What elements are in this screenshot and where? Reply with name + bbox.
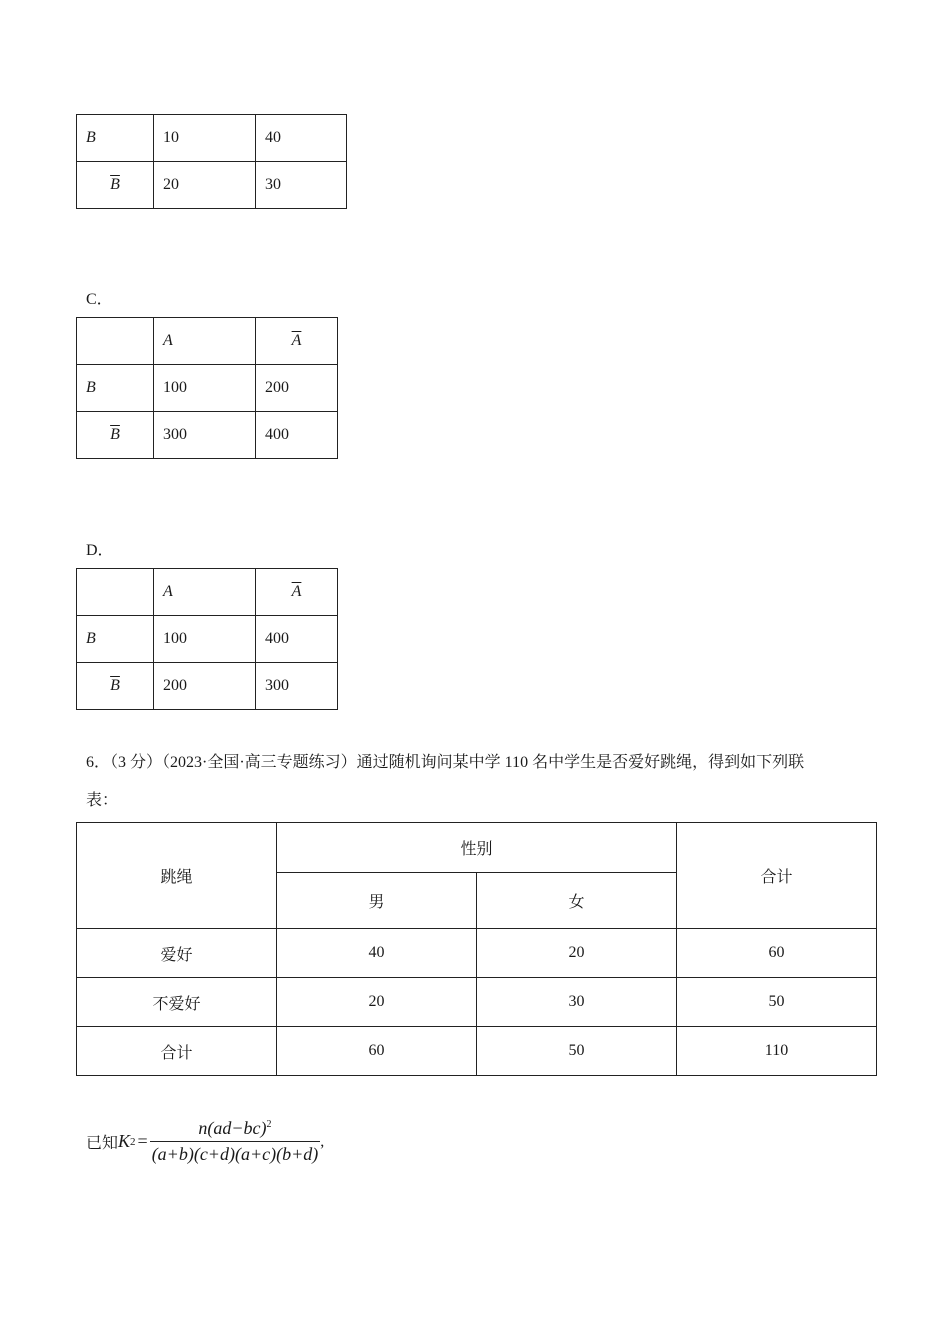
option-c-table (76, 317, 338, 459)
table-row (77, 412, 338, 459)
cell: 50 (477, 1027, 677, 1076)
formula-fraction (150, 1118, 321, 1165)
cell: 60 (677, 929, 877, 978)
row-head: B (77, 365, 154, 412)
table-row (77, 978, 877, 1027)
option-d-table (76, 568, 338, 710)
cell: 20 (154, 162, 256, 209)
col-head: A (154, 569, 256, 616)
cell: 10 (154, 115, 256, 162)
cell: 100 (154, 616, 256, 663)
formula-prefix: 已知 (86, 1135, 119, 1152)
formula-lhs: K (118, 1131, 131, 1151)
total-header: 合计 (677, 823, 877, 929)
formula-suffix: , (320, 1132, 325, 1150)
cell: 300 (256, 663, 338, 710)
question-6-line-1: 6．（3 分）（2023·全国·高三专题练习）通过随机询问某中学 110 名中学生是否爱好跳绳，得到如下列联 (86, 754, 805, 771)
table-row (77, 318, 338, 365)
formula-denominator: (a+b)(c+d)(a+c)(b+d) (151, 1144, 319, 1164)
table-row (77, 663, 338, 710)
cell: 200 (256, 365, 338, 412)
formula-lhs-exp: 2 (130, 1135, 136, 1148)
row-head: B (77, 115, 154, 162)
table-row (77, 115, 347, 162)
table-row (77, 162, 347, 209)
cell: 30 (256, 162, 347, 209)
row-label: 合计 (77, 1027, 277, 1076)
contingency-table (76, 822, 877, 1076)
cell: 20 (477, 929, 677, 978)
cell: 40 (256, 115, 347, 162)
female-header: 女 (477, 873, 677, 929)
corner-cell (77, 318, 154, 365)
cell: 30 (477, 978, 677, 1027)
cell: 400 (256, 616, 338, 663)
row-head-bar: $\overline{B}$ (110, 677, 120, 694)
cell: 60 (277, 1027, 477, 1076)
table-row (77, 823, 877, 873)
gender-header: 性别 (277, 823, 677, 873)
row-head: B (77, 616, 154, 663)
row-label: 不爱好 (77, 978, 277, 1027)
option-b-table (76, 114, 347, 209)
cell: 400 (256, 412, 338, 459)
col-head-bar: $\overline{A}$ (291, 332, 302, 349)
col-head-bar: $\overline{A}$ (291, 583, 302, 600)
cell: 20 (277, 978, 477, 1027)
row-head-bar: $\overline{B}$ (110, 176, 120, 193)
cell: 300 (154, 412, 256, 459)
table-row (77, 929, 877, 978)
formula-num-exp: 2 (266, 1119, 272, 1130)
table-row (77, 1027, 877, 1076)
cell: 40 (277, 929, 477, 978)
table-row (77, 616, 338, 663)
col-head: A (154, 318, 256, 365)
table-row (77, 365, 338, 412)
k-squared-formula (86, 1118, 324, 1165)
cell: 50 (677, 978, 877, 1027)
question-6-line-2: 表： (86, 792, 119, 809)
option-c-label: C． (86, 291, 113, 308)
formula-eq: = (137, 1131, 148, 1151)
cell: 200 (154, 663, 256, 710)
table-row (77, 569, 338, 616)
male-header: 男 (277, 873, 477, 929)
option-d-label: D． (86, 542, 114, 559)
corner-cell (77, 569, 154, 616)
cell: 110 (677, 1027, 877, 1076)
formula-numerator: n(ad−bc) (198, 1118, 267, 1138)
corner-header: 跳绳 (77, 823, 277, 929)
cell: 100 (154, 365, 256, 412)
row-label: 爱好 (77, 929, 277, 978)
row-head-bar: $\overline{B}$ (110, 426, 120, 443)
